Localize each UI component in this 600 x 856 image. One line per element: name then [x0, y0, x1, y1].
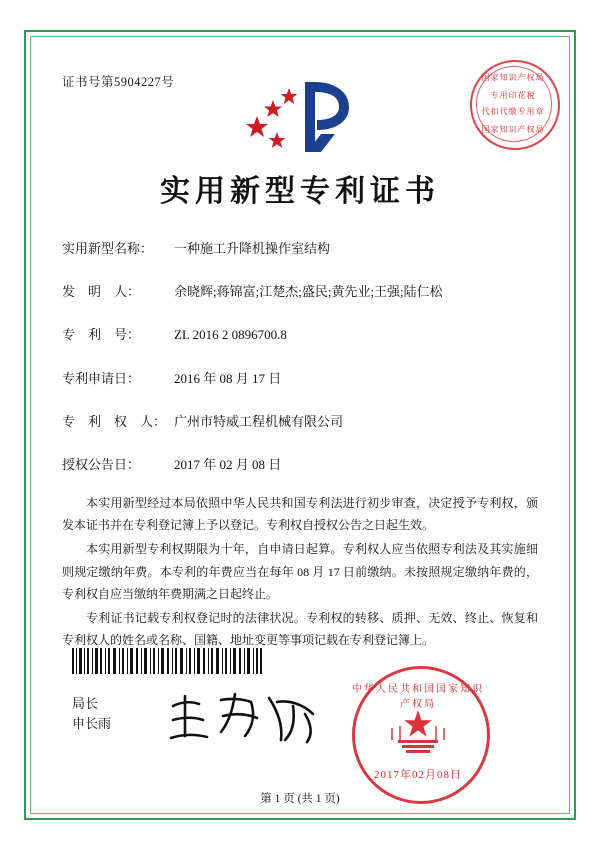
official-seal-stamp: [352, 666, 484, 798]
official-seal-arc-top: 中华人民共和国国家知识产权局: [352, 684, 484, 710]
director-name: 申长雨: [72, 716, 112, 732]
frame-corner-top-left: [24, 30, 40, 46]
field-row: [62, 326, 542, 344]
field-row: [62, 456, 542, 474]
legal-paragraph: 专利证书记载专利权登记时的法律状况。专利权的转移、质押、无效、终止、恢复和专利权人的姓名或名称、国籍、地址变更等事项记载在专利登记簿上。: [62, 610, 538, 648]
field-value: 余晓辉;蒋锦富;江楚杰;盛民;黄先业;王强;陆仁松: [174, 284, 443, 300]
field-label: 专利申请日：: [62, 370, 141, 386]
tax-stamp: [470, 60, 556, 146]
director-block: [72, 694, 111, 734]
field-row: [62, 413, 542, 431]
field-row: [62, 240, 542, 258]
field-value: 2017 年 02 月 08 日: [174, 456, 282, 472]
field-label: 专 利 号：: [62, 327, 141, 343]
field-label: 授权公告日：: [62, 456, 141, 472]
tax-stamp-line-1: 国家知识产权局: [481, 73, 545, 82]
field-label: 发 明 人：: [62, 284, 141, 300]
page-title: 实用新型专利证书: [160, 175, 440, 208]
patent-office-logo-icon: [243, 74, 363, 160]
field-value: 广州市特威工程机械有限公司: [174, 413, 344, 429]
tax-stamp-line-2: 专用印花税: [490, 91, 536, 100]
certificate-fields: [62, 240, 542, 499]
director-role-label: 局长: [72, 696, 99, 711]
field-value: ZL 2016 2 0896700.8: [174, 327, 287, 343]
certificate-number: 证书号第5904227号: [62, 75, 175, 89]
tax-stamp-line-4: 国家知识产权局: [481, 125, 545, 134]
field-value: 一种施工升降机操作室结构: [174, 241, 331, 256]
legal-text: [62, 492, 538, 653]
tax-stamp-text: [470, 60, 556, 146]
legal-paragraph: 本实用新型经过本局依照中华人民共和国专利法进行初步审查，决定授予专利权，颁发本证书并在专利登记簿上予以登记。专利权自授权公告之日起生效。: [62, 496, 538, 533]
field-label: 专 利 权 人：: [62, 413, 167, 429]
page-footer: 第 1 页 (共 1 页): [260, 793, 340, 805]
tax-stamp-line-3: 代扣代缴专用章: [481, 107, 545, 116]
barcode: [72, 648, 262, 674]
field-row: [62, 283, 542, 301]
frame-corner-bottom-right: [560, 804, 576, 820]
official-seal-arc-bottom: 2017年02月08日: [374, 769, 462, 781]
field-label: 实用新型名称：: [62, 241, 154, 256]
handwritten-signature: [165, 688, 325, 750]
field-row: [62, 370, 542, 388]
field-value: 2016 年 08 月 17 日: [174, 370, 282, 386]
frame-corner-bottom-left: [24, 804, 40, 820]
legal-paragraph: 本实用新型专利权期限为十年，自申请日起算。专利权人应当依照专利法及其实施细则规定缴纳年费。本专利的年费应当在每年 08 月 17 日前缴纳。未按照规定缴纳年费的，专利权自应当缴纳年费期满之日起终止。: [62, 542, 538, 601]
frame-corner-top-right: [560, 30, 576, 46]
